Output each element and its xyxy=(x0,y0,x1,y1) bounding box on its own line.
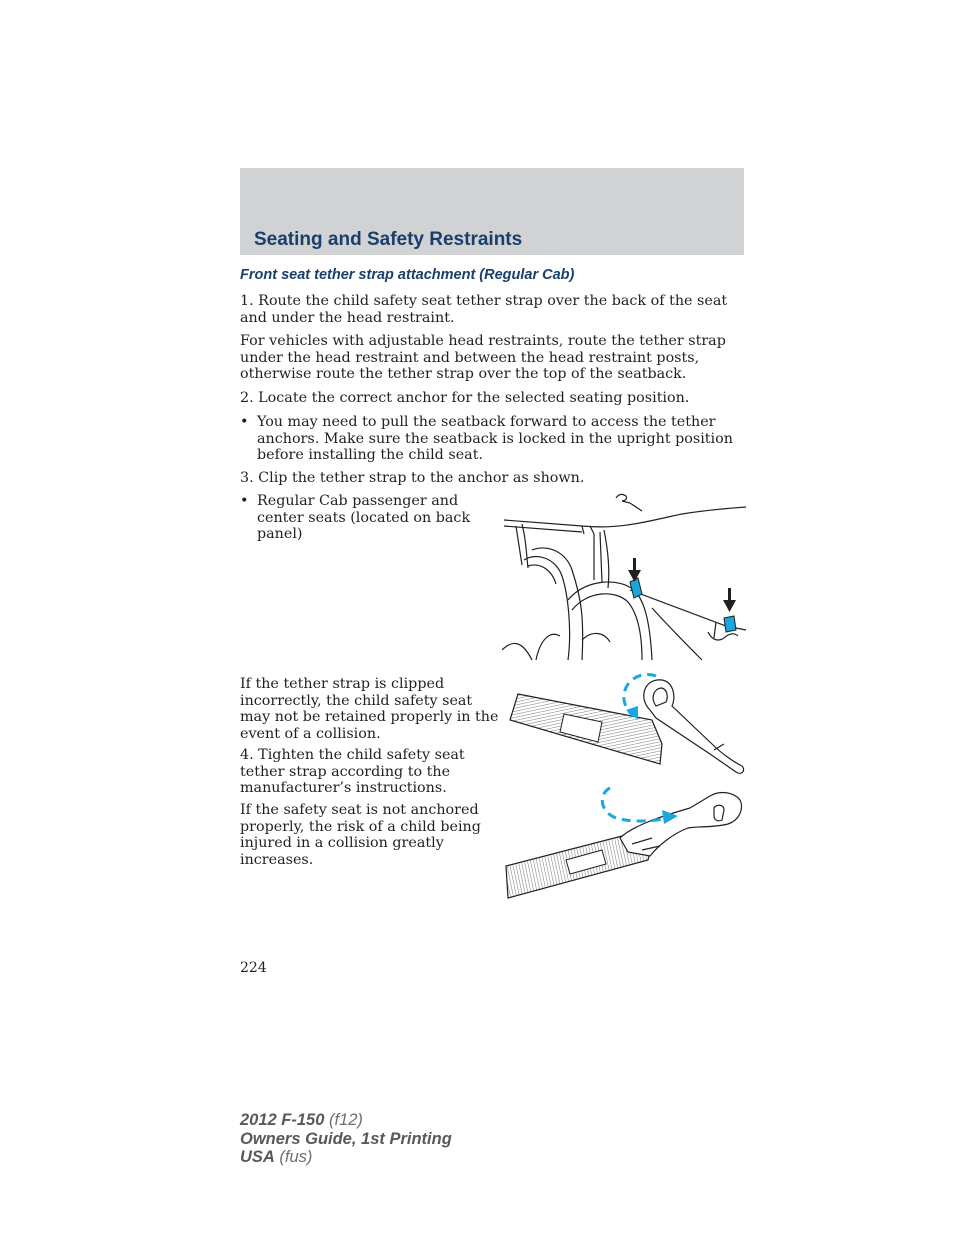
tether-hook-outline xyxy=(620,793,742,856)
section-header-band xyxy=(240,168,744,255)
passenger-anchor-icon xyxy=(724,616,736,632)
step-2-paragraph: 2. Locate the correct anchor for the selected seating position. xyxy=(240,390,690,406)
bullet-dot: • xyxy=(240,414,249,430)
bullet-seatback-forward xyxy=(240,414,746,464)
down-arrow-icons xyxy=(628,558,736,612)
incorrect-clip-illustration xyxy=(506,670,748,778)
footer-line-3: USA (fus) xyxy=(240,1148,313,1166)
left-seat-outline xyxy=(532,548,583,660)
adjustable-head-restraint-paragraph: For vehicles with adjustable head restraints, route the tether strap under the head restraint and between the head restraint posts, otherwise route the tether strap over the top of the seatback. xyxy=(240,333,726,382)
anchor-risk-warning: If the safety seat is not anchored properly, the risk of a child being injured in a collision greatly increases. xyxy=(240,802,481,868)
step-1-paragraph: 1. Route the child safety seat tether strap over the back of the seat and under the head restraint. xyxy=(240,293,728,326)
footer-line-1: 2012 F-150 (f12) xyxy=(240,1111,363,1129)
bullet-text: You may need to pull the seatback forward to access the tether anchors. Make sure the seatback is locked in the upright position before installing the child seat. xyxy=(257,414,733,463)
insertion-arrow-path xyxy=(602,788,668,821)
bullet-dot: • xyxy=(240,493,249,509)
correct-clip-illustration xyxy=(502,786,748,902)
step-4-paragraph: 4. Tighten the child safety seat tether strap according to the manufacturer’s instructions. xyxy=(240,747,465,796)
subheading: Front seat tether strap attachment (Regular Cab) xyxy=(240,267,575,283)
incorrect-clip-warning: If the tether strap is clipped incorrectly, the child safety seat may not be retained properly in the event of a collision. xyxy=(240,676,499,742)
roof-line xyxy=(504,507,746,527)
page-number: 224 xyxy=(240,960,267,976)
back-panel-anchor-illustration xyxy=(502,490,748,662)
section-title: Seating and Safety Restraints xyxy=(254,229,523,250)
step-3-paragraph: 3. Clip the tether strap to the anchor as shown. xyxy=(240,470,585,486)
bullet-regular-cab-seats xyxy=(240,493,502,543)
bullet-text: Regular Cab passenger and center seats (located on back panel) xyxy=(257,493,471,542)
center-anchor-icon xyxy=(630,578,642,598)
footer-line-2: Owners Guide, 1st Printing xyxy=(240,1129,452,1148)
dome-light-outline xyxy=(616,494,642,511)
document-footer xyxy=(240,1111,452,1167)
